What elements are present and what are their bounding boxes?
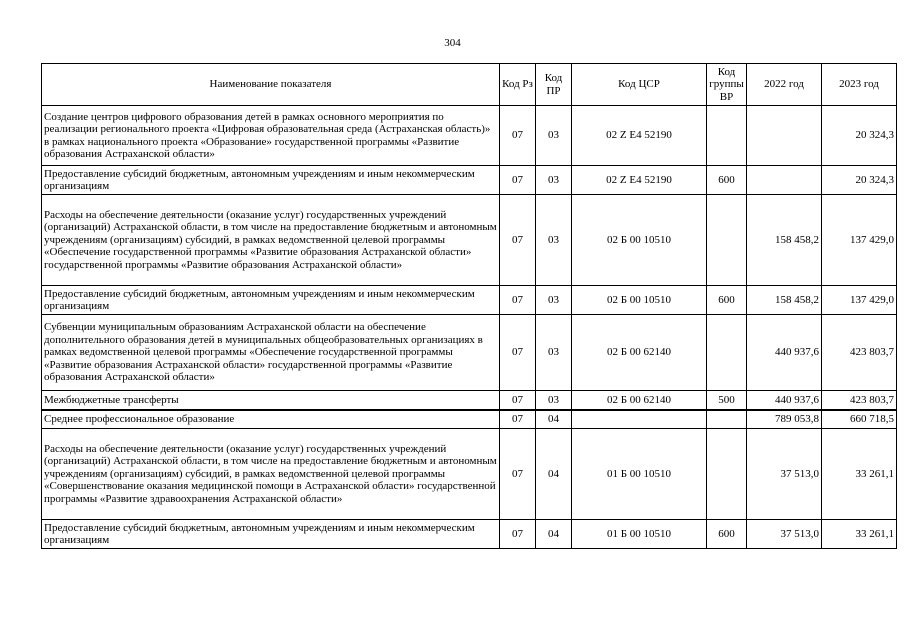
header-csr: Код ЦСР xyxy=(572,64,707,106)
row-name: Предоставление субсидий бюджетным, автономным учреждениям и иным некоммерческим организациям xyxy=(42,286,500,315)
row-csr: 02 Б 00 62140 xyxy=(572,391,707,410)
row-vr xyxy=(707,106,747,166)
page-number: 304 xyxy=(444,37,461,49)
table-row xyxy=(42,410,897,429)
row-2023: 20 324,3 xyxy=(822,166,897,195)
row-rz: 07 xyxy=(500,429,536,520)
row-pr: 04 xyxy=(536,410,572,429)
row-2022: 158 458,2 xyxy=(747,286,822,315)
row-vr xyxy=(707,410,747,429)
row-pr: 03 xyxy=(536,166,572,195)
row-name: Расходы на обеспечение деятельности (оказание услуг) государственных учреждений (организаций) Астраханской области, в том числе на предоставление бюджетным и автономным учреждениям (организациям) субсидий, в рамках ведомственной целевой программы «Обеспечение государственной программы «Развитие образования Астраханской области» государственной программы «Развитие образования Астраханской области» xyxy=(42,195,500,286)
table-row xyxy=(42,315,897,391)
row-2022 xyxy=(747,106,822,166)
row-2022 xyxy=(747,166,822,195)
row-2023: 33 261,1 xyxy=(822,520,897,549)
row-rz: 07 xyxy=(500,410,536,429)
row-rz: 07 xyxy=(500,391,536,410)
row-rz: 07 xyxy=(500,286,536,315)
row-vr: 600 xyxy=(707,166,747,195)
table-row xyxy=(42,286,897,315)
row-csr: 02 Z E4 52190 xyxy=(572,106,707,166)
header-rz: Код Рз xyxy=(500,64,536,106)
row-vr: 600 xyxy=(707,520,747,549)
row-pr: 03 xyxy=(536,391,572,410)
row-rz: 07 xyxy=(500,106,536,166)
row-vr: 500 xyxy=(707,391,747,410)
row-csr: 01 Б 00 10510 xyxy=(572,520,707,549)
row-name: Расходы на обеспечение деятельности (оказание услуг) государственных учреждений (организаций) Астраханской области, в том числе на предоставление бюджетным и автономным учреждениям (организациям) субсидий, в рамках ведомственной целевой программы «Совершенствование оказания медицинской помощи в Астраханской области» государственной программы «Развитие здравоохранения Астраханской области» xyxy=(42,429,500,520)
row-2023: 33 261,1 xyxy=(822,429,897,520)
table-row xyxy=(42,166,897,195)
table-row xyxy=(42,195,897,286)
row-csr: 02 Б 00 10510 xyxy=(572,195,707,286)
table-header-row xyxy=(42,64,897,106)
row-vr xyxy=(707,315,747,391)
row-name: Предоставление субсидий бюджетным, автономным учреждениям и иным некоммерческим организациям xyxy=(42,520,500,549)
row-2022: 37 513,0 xyxy=(747,520,822,549)
row-vr xyxy=(707,195,747,286)
row-name: Межбюджетные трансферты xyxy=(42,391,500,410)
row-pr: 04 xyxy=(536,520,572,549)
budget-table xyxy=(41,63,897,549)
header-vr: Код группы ВР xyxy=(707,64,747,106)
row-pr: 03 xyxy=(536,106,572,166)
row-pr: 03 xyxy=(536,286,572,315)
row-csr: 02 Б 00 10510 xyxy=(572,286,707,315)
row-vr xyxy=(707,429,747,520)
row-pr: 04 xyxy=(536,429,572,520)
row-2023: 137 429,0 xyxy=(822,195,897,286)
row-2023: 423 803,7 xyxy=(822,391,897,410)
row-2022: 440 937,6 xyxy=(747,315,822,391)
row-name: Субвенции муниципальным образованиям Астраханской области на обеспечение дополнительного образования детей в муниципальных общеобразовательных организациях в рамках ведомственной целевой программы «Обеспечение государственной программы «Развитие образования Астраханской области» государственной программы «Развитие образования Астраханской области» xyxy=(42,315,500,391)
row-vr: 600 xyxy=(707,286,747,315)
row-pr: 03 xyxy=(536,195,572,286)
table-body xyxy=(42,106,897,549)
row-rz: 07 xyxy=(500,195,536,286)
row-2022: 440 937,6 xyxy=(747,391,822,410)
row-2023: 660 718,5 xyxy=(822,410,897,429)
header-name: Наименование показателя xyxy=(42,64,500,106)
row-2023: 423 803,7 xyxy=(822,315,897,391)
row-2022: 158 458,2 xyxy=(747,195,822,286)
row-2023: 20 324,3 xyxy=(822,106,897,166)
row-rz: 07 xyxy=(500,166,536,195)
row-csr xyxy=(572,410,707,429)
row-rz: 07 xyxy=(500,315,536,391)
row-name: Создание центров цифрового образования детей в рамках основного мероприятия по реализации регионального проекта «Цифровая образовательная среда (Астраханская область)» в рамках национального проекта «Образование» государственной программы «Развитие образования Астраханской области» xyxy=(42,106,500,166)
row-pr: 03 xyxy=(536,315,572,391)
table-row xyxy=(42,106,897,166)
row-2022: 789 053,8 xyxy=(747,410,822,429)
table-row xyxy=(42,520,897,549)
row-name: Среднее профессиональное образование xyxy=(42,410,500,429)
table-row xyxy=(42,391,897,410)
header-2023: 2023 год xyxy=(822,64,897,106)
row-2023: 137 429,0 xyxy=(822,286,897,315)
row-csr: 02 Z E4 52190 xyxy=(572,166,707,195)
row-rz: 07 xyxy=(500,520,536,549)
row-2022: 37 513,0 xyxy=(747,429,822,520)
row-csr: 02 Б 00 62140 xyxy=(572,315,707,391)
header-pr: Код ПР xyxy=(536,64,572,106)
row-csr: 01 Б 00 10510 xyxy=(572,429,707,520)
row-name: Предоставление субсидий бюджетным, автономным учреждениям и иным некоммерческим организациям xyxy=(42,166,500,195)
table-row xyxy=(42,429,897,520)
header-2022: 2022 год xyxy=(747,64,822,106)
